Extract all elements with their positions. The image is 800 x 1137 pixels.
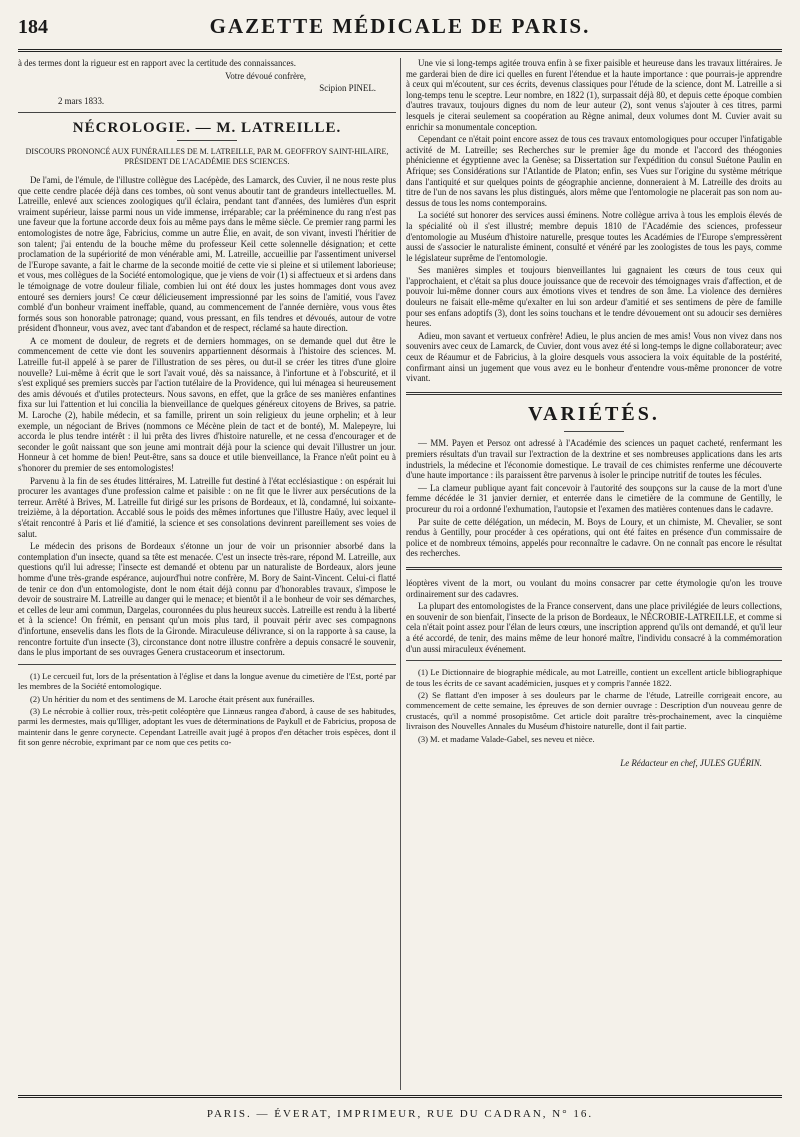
necrology-paragraph: Une vie si long-temps agitée trouva enfin à se fixer paisible et heureuse dans les travaux littéraires. Je me garderai bien de dire ici quelles en furent l'étendue et la haute importance : que pourrais-je apprendre à ceux qui m'écoutent, sur ces écrits, devenus classiques pour l'étude de la science, dont M. Latreille a si long-temps tenu le sceptre. Leur nombre, en 1822 (1), surpassait déjà 80, et depuis cette époque combien d'autres travaux, toujours dignes du nom de leur auteur (2), sont venus s'ajouter à ces titres, parmi lesquels je citerai seulement sa coopération au Règne animal, deux volumes dont M. Cuvier avait su enrichir sa monumentale conception.: [406, 58, 782, 132]
necrology-paragraph: Adieu, mon savant et vertueux confrère! Adieu, le plus ancien de mes amis! Vous non vivez dans nos souvenirs avec ceux de Lamarck, de Cuvier, dont vous avez été si long-temps le digne collaborateur; avec ceux de Réaumur et de Fabricius, à la gloire desquels vous associera la voix équitable de la postérité, confirmant ainsi un jugement que vous avez eu le bonheur d'entendre vous-même prononcer de votre vivant.: [406, 330, 782, 384]
varietes-paragraph: Par suite de cette délégation, un médecin, M. Boys de Loury, et un chimiste, M. Chevalier, se sont rendus à Gentilly, pour procéder à ces opérations, qui ont été faites en présence d'un commissaire de police et de nombreux témoins, appelés pour reconnaître le cadavre. On ne connaît pas encore le résultat des recherches.: [406, 516, 782, 559]
section-divider: [406, 392, 782, 395]
varietes-paragraph: — MM. Payen et Persoz ont adressé à l'Académie des sciences un paquet cacheté, renfermant les premiers résultats d'un travail sur l'extraction de la dextrine et ses nombreuses applications dans les arts industriels, la médecine et l'économie domestique. Le travail de ces chimistes renferme une découverte d'une haute importance : ils paraissent être parvenus à isoler le principe nutritif de toutes les fécules.: [406, 438, 782, 481]
column-separator: [400, 58, 401, 1090]
footnote: (3) Le nécrobie à collier roux, très-petit coléoptère que Linnæus rangea d'abord, à cause de ses habitudes, parmi les dermestes, mais qu'Illiger, adoptant les vues de déterminations de Paykull et de Fabricius, proposa de maintenir dans le genre corynecte. Cependant Latreille avait jugé à propos d'en détacher trois espèces, dont il fit son genre nécrobie, exprimant par ce nom que ces petits co-: [18, 705, 396, 748]
necrology-paragraph: A ce moment de douleur, de regrets et de derniers hommages, on se demande quel dut être le commencement de cette vie dont les souvenirs appartiennent désormais à l'histoire des sciences. M. Latreille fut-il appelé à se parer de l'illustration de ses pères, ou dut-il se créer les titres d'une gloire nouvelle? Lui-même à écrit que le sort l'avait voué, dès sa naissance, à l'infortune et à l'obscurité, et il s'est expliqué ses premiers succès par l'action tutélaire de la Providence, qui lui ménagea si heureusement des amis dévoués et d'utiles protecteurs. Nous savons, en effet, que la grâce de ses manières enfantines fixa sur lui l'attention et lui concilia la bienveillance de quelques généreux citoyens de Brives, sa patrie. M. Laroche (2), habile médecin, et sa famille, prirent un soin religieux du jeune orphelin; et à leur exemple, un négociant de Brives (nommons ce Mécène plein de tact et de bonté), M. Malepeyre, lui accorda le plus tendre intérêt : il lui prêta des livres d'histoire naturelle, et ne cessa d'encourager et de seconder le goût naissant que son jeune ami montrait déjà pour la science qui devait l'illustrer un jour. Honneur à cet homme de bien! Peut-être, sans sa douce et utile bienveillance, la France n'eût point eu à s'honorer du premier de ses entomologistes!: [18, 335, 396, 473]
footnote: (3) M. et madame Valade-Gabel, ses neveu et nièce.: [418, 733, 595, 744]
necrology-paragraph: Parvenu à la fin de ses études littéraires, M. Latreille fut destiné à l'état ecclésiastique : on espérait lui procurer les avantages d'une profession calme et paisible : on ne fit que le livrer aux persécutions de la terreur. Arrêté à Brives, M. Latreille fut dirigé sur les prisons de Bordeaux, et là, condamné, lui soixante-treizième, à la déportation. Accablé sous le poids des mêmes infortunes que l'illustre Haüy, avec lequel il s'était rencontré à Paris et lié d'amitié, la science et ses consolations devinrent pareillement ses voies de salut.: [18, 475, 396, 539]
necrology-paragraph: La société sut honorer des services aussi éminens. Notre collègue arriva à tous les emplois élevés de la spécialité où il s'est illustré; membre depuis 1810 de l'Académie des sciences, professeur d'entomologie au Muséum d'histoire naturelle, presque toutes les Académies de l'Europe s'empressèrent aussi de s'associer le naturaliste éminent, consulté et vénéré par les zoologistes de tous les pays, comme le législateur suprême de l'entomologie.: [406, 210, 782, 263]
varietes-paragraph: — La clameur publique ayant fait concevoir à l'autorité des soupçons sur la cause de la mort d'une femme décédée le 31 janvier dernier, et enterrée dans le cimetière de la commune de Gentilly, le procureur du roi a ordonné l'exhumation, l'autopsie et l'examen des matières contenues dans le cadavre.: [406, 482, 782, 514]
title-divider: [177, 140, 237, 141]
footnote-divider: [18, 664, 396, 665]
necrology-paragraph: Le médecin des prisons de Bordeaux s'étonne un jour de voir un prisonnier absorbé dans la contemplation d'un insecte, quand sa tête est menacée. C'est un insecte très-rare, répond M. Latreille, aux questions qu'il lui adresse; l'insecte est demandé et obtenu par un naturaliste de Bordeaux, alors jeune homme d'une très-grande espérance, aujourd'hui notre confrère, M. Bory de Saint-Vincent. Celui-ci flatté de tenir ce don d'un entomologiste, dont le nom était déjà connu par d'honorables travaux, s'impose le devoir de soustraire M. Latreille au danger qui le menace; et bientôt il a le bonheur de voir ses démarches, et celles de leur ami commun, Dargelas, couronnées du plus heureux succès. Latreille est rendu à la liberté et à la science! On frémit, en pensant qu'un mois plus tard, il pouvait périr avec ses compagnons d'infortune, ensevelis dans les flots de la Gironde. Miraculeuse délivrance, si on la rapporte à sa cause, la rencontre fortuite d'un insecte (3), circonstance dont notre illustre confrère a depuis consacré le souvenir, dans le plus important de ses ouvrages Genera crustaceorum et insectorum.: [18, 541, 396, 658]
footnote-divider: [406, 660, 782, 661]
page-number: 184: [18, 16, 48, 38]
printer-imprint: PARIS. — ÉVERAT, IMPRIMEUR, RUE DU CADRAN, N° 16.: [18, 1095, 782, 1120]
editor-signature: Le Rédacteur en chef, JULES GUÉRIN.: [620, 757, 762, 768]
left-column: [18, 58, 396, 1090]
necrology-paragraph: Cependant ce n'était point encore assez de tous ces travaux entomologiques pour occuper l'infatigable activité de M. Latreille; ses Recherches sur le premier âge du monde et l'accord des théogonies phénicienne et égyptienne avec la Genèse; sa Dissertation sur l'expédition du consul Suétone Paulin en Afrique; ses Considérations sur l'Atlantide de Platon; enfin, ses Vues sur l'origine du système métrique dans l'antiquité et sur quelques points de géographie ancienne, donneraient à M. Latreille des droits au titre de l'un de nos savans les plus distingués, alors même que l'entomologie ne placerait pas son nom au-dessus de tous les noms contemporains.: [406, 134, 782, 208]
title-divider: [564, 431, 624, 432]
footnote: (1) Le cercueil fut, lors de la présentation à l'église et dans la longue avenue du cimetière de l'Est, porté par les membres de la Société entomologique.: [18, 670, 396, 692]
necrology-title: NÉCROLOGIE. — M. LATREILLE.: [72, 120, 342, 137]
masthead-title: GAZETTE MÉDICALE DE PARIS.: [209, 14, 591, 38]
letter-closing: Votre dévoué confrère,: [225, 70, 306, 81]
letter-end: à des termes dont la rigueur est en rapport avec la certitude des connaissances.: [18, 58, 296, 68]
right-column: [406, 58, 782, 1090]
necrology-subtitle: DISCOURS PRONONCÉ AUX FUNÉRAILLES DE M. LATREILLE, PAR M. GEOFFROY SAINT-HILAIRE, PRÉSIDENT DE L'ACADÉMIE DES SCIENCES.: [25, 146, 389, 166]
continuation-paragraph: La plupart des entomologistes de la France conservent, dans une place privilégiée de leurs collections, en souvenir de son bienfait, l'insecte de la prison de Bordeaux, le NÉCROBIE-LATREILLE, et comme si cela n'était point assez pour l'élan de leurs cœurs, une inscription apprend qu'ils ont demandé, et qu'il leur a été accordé, de tenir, des mains même de leur honoré maître, l'individu consacré à la commémoration d'un aussi miraculeux événement.: [406, 601, 782, 654]
letter-date: 2 mars 1833.: [58, 95, 105, 106]
header-rule: [18, 49, 782, 52]
page-header: [18, 14, 782, 46]
letter-signer: Scipion PINEL.: [319, 83, 376, 94]
continuation-paragraph: léoptères vivent de la mort, ou voulant du moins consacrer par cette étymologie qu'on les trouve ordinairement sur des cadavres.: [406, 577, 782, 599]
necrology-paragraph: Ses manières simples et toujours bienveillantes lui gagnaient les cœurs de tous ceux qui l'approchaient, et c'était sa plus douce jouissance que de recevoir des témoignages vrais d'affection, et de pouvoir lui-même donner cours aux émotions vives et tendres de son âme. La violence des dernières douleurs ne faisait elle-même qu'exalter en lui son ardeur d'amitié et ses sentimens de père de famille pour ses enfans adoptifs (3), dont les soins touchans et le tendre dévouement ont su adoucir ses dernières heures.: [406, 265, 782, 329]
section-divider: [18, 112, 396, 113]
footnote: (2) Se flattant d'en imposer à ses douleurs par le charme de l'étude, Latreille corrigeait encore, au commencement de cette semaine, les épreuves de son dernier ouvrage : Description d'un nouveau genre de crustacés, qu'il a nommé prosopistôme. Cet article doit paraître très-prochainement, avec la cinquième livraison des Nouvelles Annales du Muséum d'histoire naturelle, dont il fait partie.: [406, 689, 782, 732]
necrology-paragraph: De l'ami, de l'émule, de l'illustre collègue des Lacépède, des Lamarck, des Cuvier, il ne nous reste plus que cette cendre placée déjà dans ces tombes, où sont venus aboutir tant de grandeurs intellectuelles. M. Latreille, enlevé aux sciences zoologiques qu'il éclaira, pendant tant d'années, des lumières d'un esprit vraiment supérieur, laisse parmi nous un vide immense, irréparable; car la prééminence du rang n'est pas une faveur que la fortune accorde deux fois au même pays dans le même siècle. Ce premier rang parmi les entomologistes de notre âge, Fabricius, comme un autre Élie, en avait, de son vivant, investi l'héritier de son talent; j'ai entendu de la bouche même du professeur Keil cette solennelle désignation; et cette proclamation de la supériorité de mon vénérable ami, M. Latreille, accueillie par l'assentiment universel de l'Europe savante, a fait le charme de la seconde moitié de cette vie si pleine et si utilement laborieuse; et vous, mes collègues de la Société entomologique, que je viens de voir (1) si affectueux et si ardens dans le témoignage de votre douleur filiale, combien lui ont été doux les justes hommages dont vous avez entouré ses derniers jours! Ce cœur délicieusement impressionné par les soins de l'amitié, vous l'avez comblé d'un bonheur vraiment ineffable, quand, au commencement de l'année dernière, vous vous êtes formés sous son honorable patronage; quand, vous pressant, en fils tendres et dévoués, autour de votre président d'honneur, vous avez, avec tant d'abandon et de respect, réclamé sa haute direction.: [18, 174, 396, 334]
section-divider: [406, 567, 782, 570]
varietes-title: VARIÉTÉS.: [528, 402, 660, 425]
footnote: (1) Le Dictionnaire de biographie médicale, au mot Latreille, contient un excellent article bibliographique de tous les écrits de ce savant académicien, jusques et y compris l'année 1822.: [406, 667, 782, 688]
footnote: (2) Un héritier du nom et des sentimens de M. Laroche était présent aux funérailles.: [30, 693, 315, 704]
